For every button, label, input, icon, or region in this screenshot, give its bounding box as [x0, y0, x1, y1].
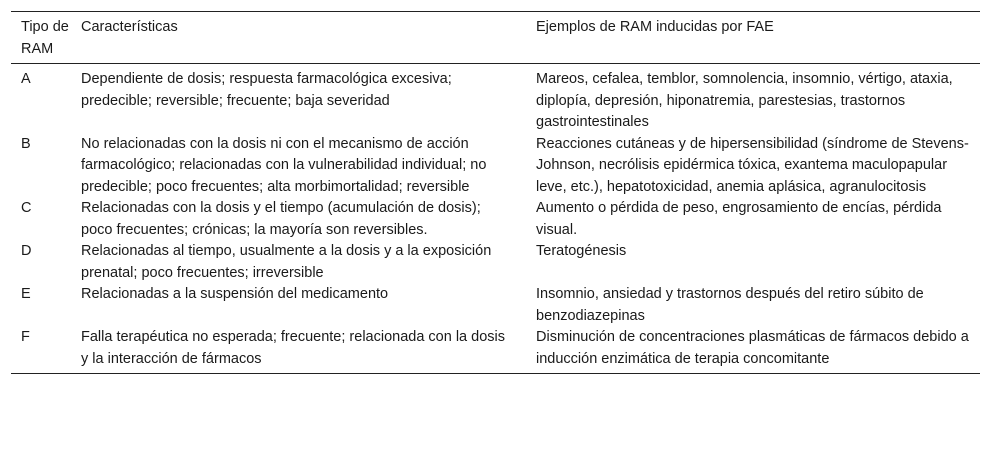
table-row: [11, 64, 980, 134]
cell-caracteristicas: Dependiente de dosis; respuesta farmacológica excesiva; predecible; reversible; frecuente; baja severidad: [81, 71, 452, 109]
cell-tipo: D: [21, 243, 32, 259]
cell-caracteristicas: Falla terapéutica no esperada; frecuente; relacionada con la dosis y la interacción de fármacos: [81, 329, 505, 367]
cell-ejemplos: Aumento o pérdida de peso, engrosamiento de encías, pérdida visual.: [536, 200, 942, 238]
table-row: [11, 241, 980, 284]
cell-tipo: B: [21, 135, 31, 152]
cell-caracteristicas: Relacionadas al tiempo, usualmente a la dosis y a la exposición prenatal; poco frecuentes; irreversible: [81, 243, 492, 281]
cell-tipo: A: [21, 71, 31, 87]
ram-table: [11, 11, 980, 374]
table-row: [11, 327, 980, 374]
cell-ejemplos: Insomnio, ansiedad y trastornos después del retiro súbito de benzodiazepinas: [536, 286, 924, 324]
table-header: [11, 12, 980, 64]
header-caracteristicas: Características: [81, 19, 178, 35]
ram-table-container: [11, 11, 980, 374]
cell-ejemplos: Mareos, cefalea, temblor, somnolencia, insomnio, vértigo, ataxia, diplopía, depresión, hiponatremia, parestesias, trastornos gastrointestinales: [536, 71, 953, 130]
table-row: [11, 284, 980, 327]
table-row: [11, 134, 980, 199]
cell-tipo: F: [21, 329, 30, 345]
cell-ejemplos: Teratogénesis: [536, 243, 627, 259]
cell-tipo: E: [21, 286, 31, 302]
table-row: [11, 198, 980, 241]
header-ejemplos: Ejemplos de RAM inducidas por FAE: [536, 19, 774, 35]
cell-caracteristicas: Relacionadas a la suspensión del medicamento: [81, 286, 389, 302]
header-row: [11, 12, 980, 64]
cell-caracteristicas: No relacionadas con la dosis ni con el mecanismo de acción farmacológico; relacionadas con la vulnerabilidad individual; no predecible; poco frecuentes; alta morbimortalidad; reversible: [81, 135, 487, 195]
cell-ejemplos: Disminución de concentraciones plasmáticas de fármacos debido a inducción enzimática de terapia concomitante: [536, 329, 969, 367]
cell-caracteristicas: Relacionadas con la dosis y el tiempo (acumulación de dosis); poco frecuentes; crónicas; la mayoría son reversibles.: [81, 200, 481, 238]
cell-tipo: C: [21, 200, 32, 216]
cell-ejemplos: Reacciones cutáneas y de hipersensibilidad (síndrome de Stevens-Johnson, necrólisis epidérmica tóxica, exantema maculopapular leve, etc.), hepatotoxicidad, anemia aplásica, agranulocitosis: [536, 135, 969, 195]
table-body: [11, 64, 980, 374]
header-tipo: Tipo de RAM: [21, 19, 69, 57]
